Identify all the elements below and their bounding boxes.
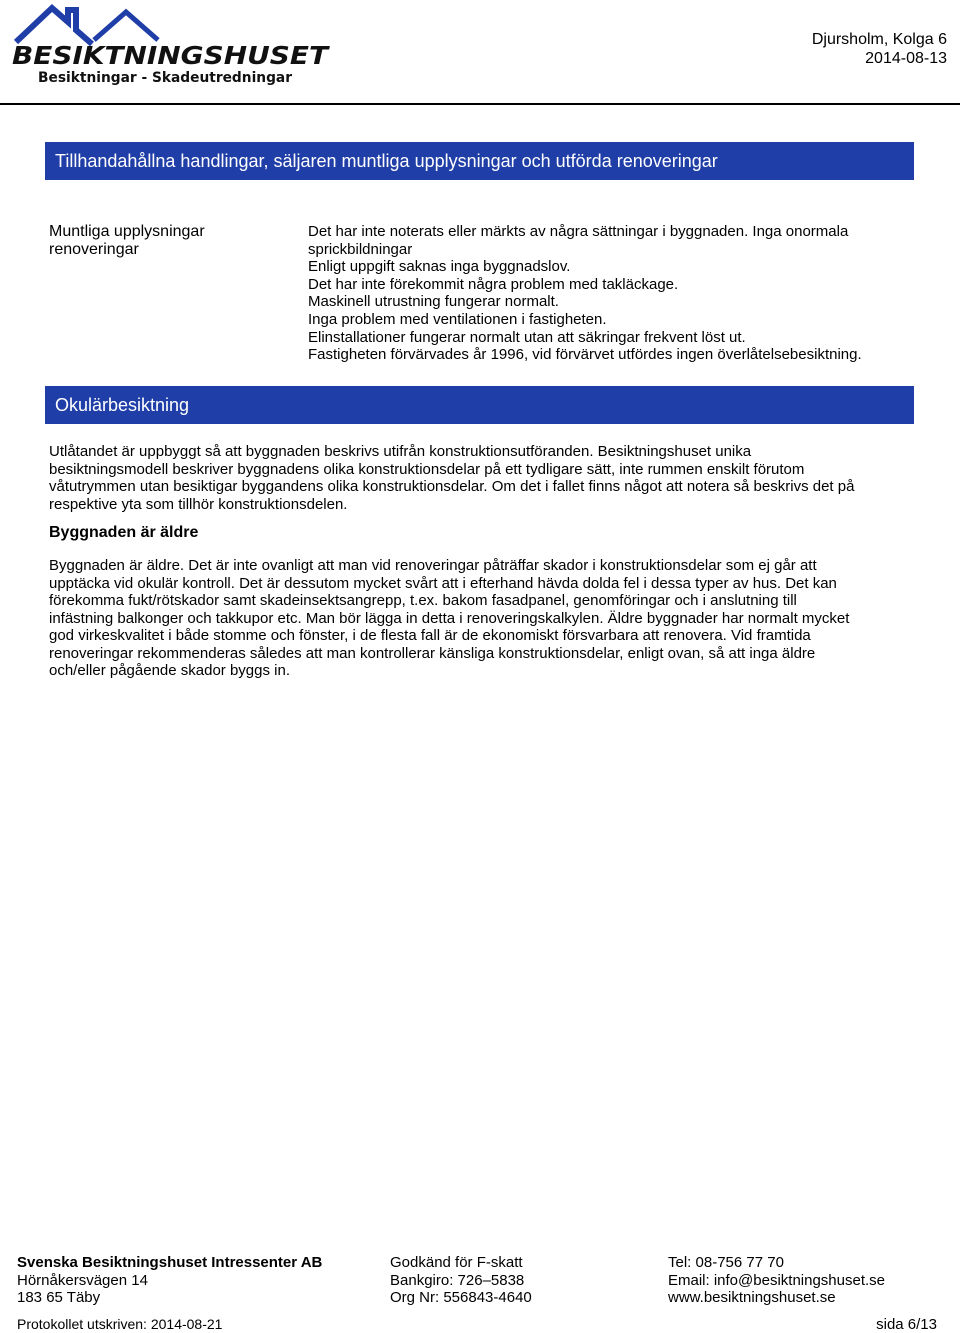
footer-email: Email: info@besiktningshuset.se	[668, 1271, 886, 1289]
section-heading-documents: Tillhandahållna handlingar, säljaren muntliga upplysningar och utförda renoveringar	[45, 142, 914, 180]
svg-text:Besiktningar - Skadeutredninga: Besiktningar - Skadeutredningar	[38, 70, 293, 86]
paragraph-line: infästning balkonger och takkupor etc. Man bör lägga in detta i renoveringskalkylen. Äldre byggnader har normalt mycket	[49, 609, 850, 627]
info-line: Elinstallationer fungerar normalt utan att säkringar frekvent löst ut.	[308, 328, 746, 346]
paragraph-line: förekomma fukt/rötskador samt skadeinsektsangrepp, t.ex. bakom fasadpanel, genomföringar och i anslutning till	[49, 592, 797, 609]
paragraph-line: och/eller pågående skador byggs in.	[49, 662, 290, 679]
footer-orgnr: Org Nr: 556843-4640	[390, 1289, 532, 1307]
footer-company-block	[17, 1254, 322, 1307]
paragraph-line: Utlåtandet är uppbyggt så att byggnaden beskrivs utifrån konstruktionsutföranden. Besiktningshuset unika	[49, 443, 752, 460]
printed-date: Protokollet utskriven: 2014-08-21	[17, 1316, 223, 1332]
header-location: Djursholm, Kolga 6	[811, 31, 947, 48]
footer-company-name: Svenska Besiktningshuset Intressenter AB	[17, 1254, 323, 1271]
paragraph-line: upptäcka vid okulär kontroll. Det är dessutom mycket svårt att i efterhand hävda dolda fel i dessa typer av hus. Det kan	[49, 574, 837, 592]
header-divider	[0, 103, 960, 105]
company-logo	[8, 0, 332, 90]
footer-finance-block	[390, 1254, 532, 1307]
paragraph-line: renoveringar rekommenderas således att man kontrollerar känsliga konstruktionsdelar, enligt ovan, så att inga äldre	[49, 644, 816, 662]
footer-city: 183 65 Täby	[17, 1289, 101, 1307]
paragraph-line: besiktningsmodell beskriver byggnadens olika konstruktionsdelar på ett tydligare sätt, inte rummen enskilt förutom	[49, 460, 805, 478]
older-building-text	[49, 557, 919, 680]
info-line: Maskinell utrustning fungerar normalt.	[308, 293, 559, 311]
footer-phone: Tel: 08-756 77 70	[668, 1254, 784, 1271]
section-heading-inspection: Okulärbesiktning	[45, 386, 914, 424]
info-line: Inga problem med ventilationen i fastigheten.	[308, 310, 607, 328]
info-line: Enligt uppgift saknas inga byggnadslov.	[308, 258, 571, 276]
page-number: sida 6/13	[876, 1316, 937, 1333]
paragraph-line: våtutrymmen utan besiktigar byggandens olika konstruktionsdelar. Om det i fallet finns något att notera så beskrivs det på	[49, 478, 855, 495]
info-line: Det har inte noterats eller märkts av några sättningar i byggnaden. Inga onormala	[308, 223, 849, 240]
header-info	[812, 30, 947, 68]
info-line: sprickbildningar	[308, 240, 413, 258]
paragraph-line: respektive yta som tillhör konstruktionsdelen.	[49, 495, 348, 513]
footer-website: www.besiktningshuset.se	[668, 1289, 836, 1307]
row-label-line: Muntliga upplysningar	[49, 223, 205, 240]
footer-contact-block	[668, 1254, 885, 1307]
svg-text:BESIKTNINGSHUSET: BESIKTNINGSHUSET	[12, 41, 331, 70]
footer-bankgiro: Bankgiro: 726–5838	[390, 1271, 525, 1289]
paragraph-line: god virkeskvalitet i både stomme och fönster, i de flesta fall är de ekonomiskt försvarbara att renovera. Vid framtida	[49, 627, 811, 644]
row-label-line: renoveringar	[49, 241, 139, 258]
inspection-intro	[49, 443, 919, 513]
row-label	[49, 223, 289, 259]
info-line: Fastigheten förvärvades år 1996, vid förvärvet utfördes ingen överlåtelsebesiktning.	[308, 346, 862, 364]
paragraph-line: Byggnaden är äldre. Det är inte ovanligt att man vid renoveringar påträffar skador i konstruktionsdelar som ej går att	[49, 557, 817, 574]
info-line: Det har inte förekommit några problem med takläckage.	[308, 275, 679, 293]
oral-information	[308, 223, 918, 364]
footer-fskatt: Godkänd för F-skatt	[390, 1254, 523, 1271]
header-date: 2014-08-13	[865, 50, 947, 67]
subheading-older-building: Byggnaden är äldre	[49, 524, 199, 541]
footer-street: Hörnåkersvägen 14	[17, 1271, 148, 1289]
